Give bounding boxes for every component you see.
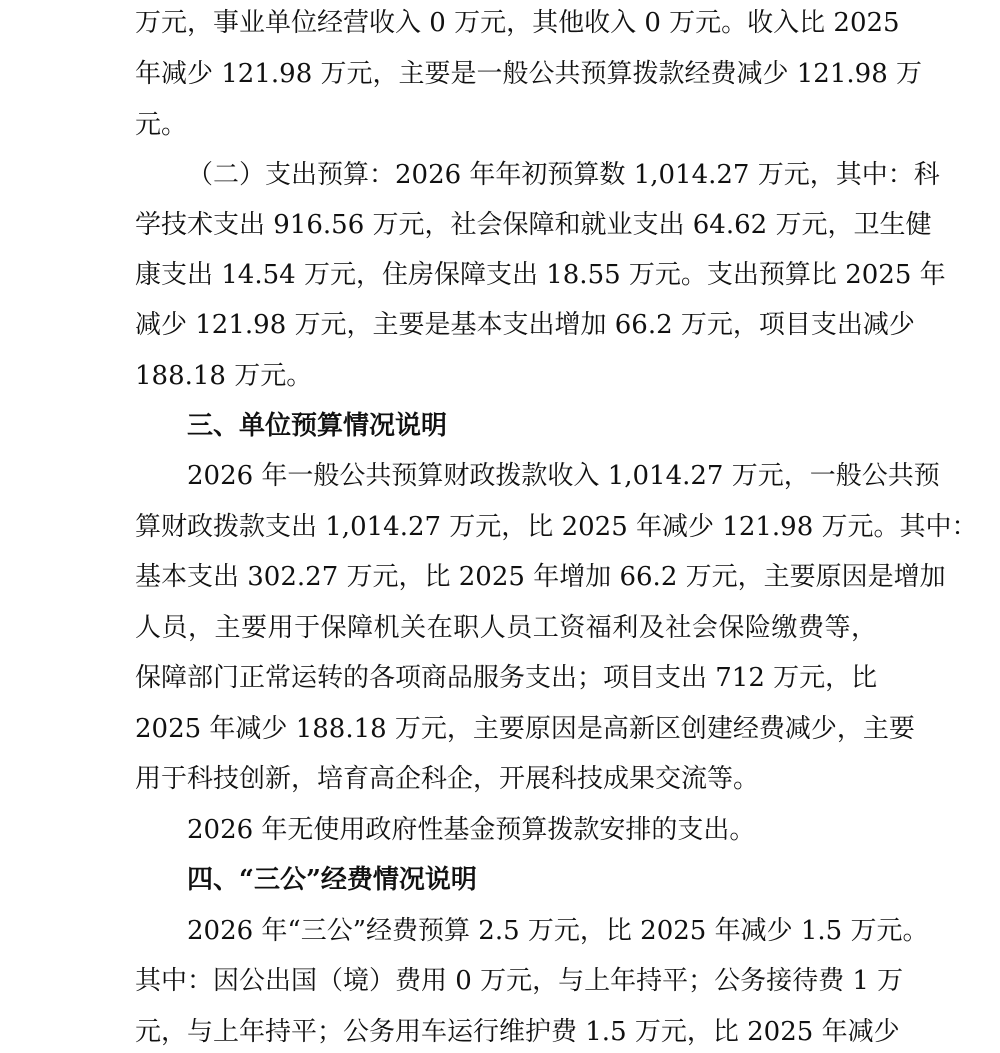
text-line: 元，与上年持平；公务用车运行维护费 1.5 万元，比 2025 年减少 [135,1017,900,1047]
text-line: 2026 年无使用政府性基金预算拨款安排的支出。 [187,815,756,845]
text-line: 2026 年一般公共预算财政拨款收入 1,014.27 万元，一般公共预 [187,461,940,491]
text-line: 188.18 万元。 [135,361,313,391]
text-line: 人员，主要用于保障机关在职人员工资福利及社会保险缴费等， [135,613,877,643]
text-line: 用于科技创新，培育高企科企，开展科技成果交流等。 [135,764,760,794]
text-line: （二）支出预算：2026 年年初预算数 1,014.27 万元，其中：科 [187,160,940,190]
text-line: 万元，事业单位经营收入 0 万元，其他收入 0 万元。收入比 2025 [135,8,900,38]
text-line: 基本支出 302.27 万元，比 2025 年增加 66.2 万元，主要原因是增加 [135,562,946,592]
text-line: 年减少 121.98 万元，主要是一般公共预算拨款经费减少 121.98 万 [135,59,923,89]
text-line: 元。 [135,110,188,140]
text-line: 减少 121.98 万元，主要是基本支出增加 66.2 万元，项目支出减少 [135,310,915,340]
text-line: 算财政拨款支出 1,014.27 万元，比 2025 年减少 121.98 万元。其中： [135,512,978,542]
text-line: 2026 年“三公”经费预算 2.5 万元，比 2025 年减少 1.5 万元。 [187,916,929,946]
text-line: 其中：因公出国（境）费用 0 万元，与上年持平；公务接待费 1 万 [135,966,904,996]
text-line: 学技术支出 916.56 万元，社会保障和就业支出 64.62 万元，卫生健 [135,210,932,240]
section-heading: 四、“三公”经费情况说明 [187,865,477,895]
text-line: 2025 年减少 188.18 万元，主要原因是高新区创建经费减少，主要 [135,714,915,744]
text-line: 保障部门正常运转的各项商品服务支出；项目支出 712 万元，比 [135,663,878,693]
text-line: 康支出 14.54 万元，住房保障支出 18.55 万元。支出预算比 2025 年 [135,260,946,290]
section-heading: 三、单位预算情况说明 [187,411,448,441]
